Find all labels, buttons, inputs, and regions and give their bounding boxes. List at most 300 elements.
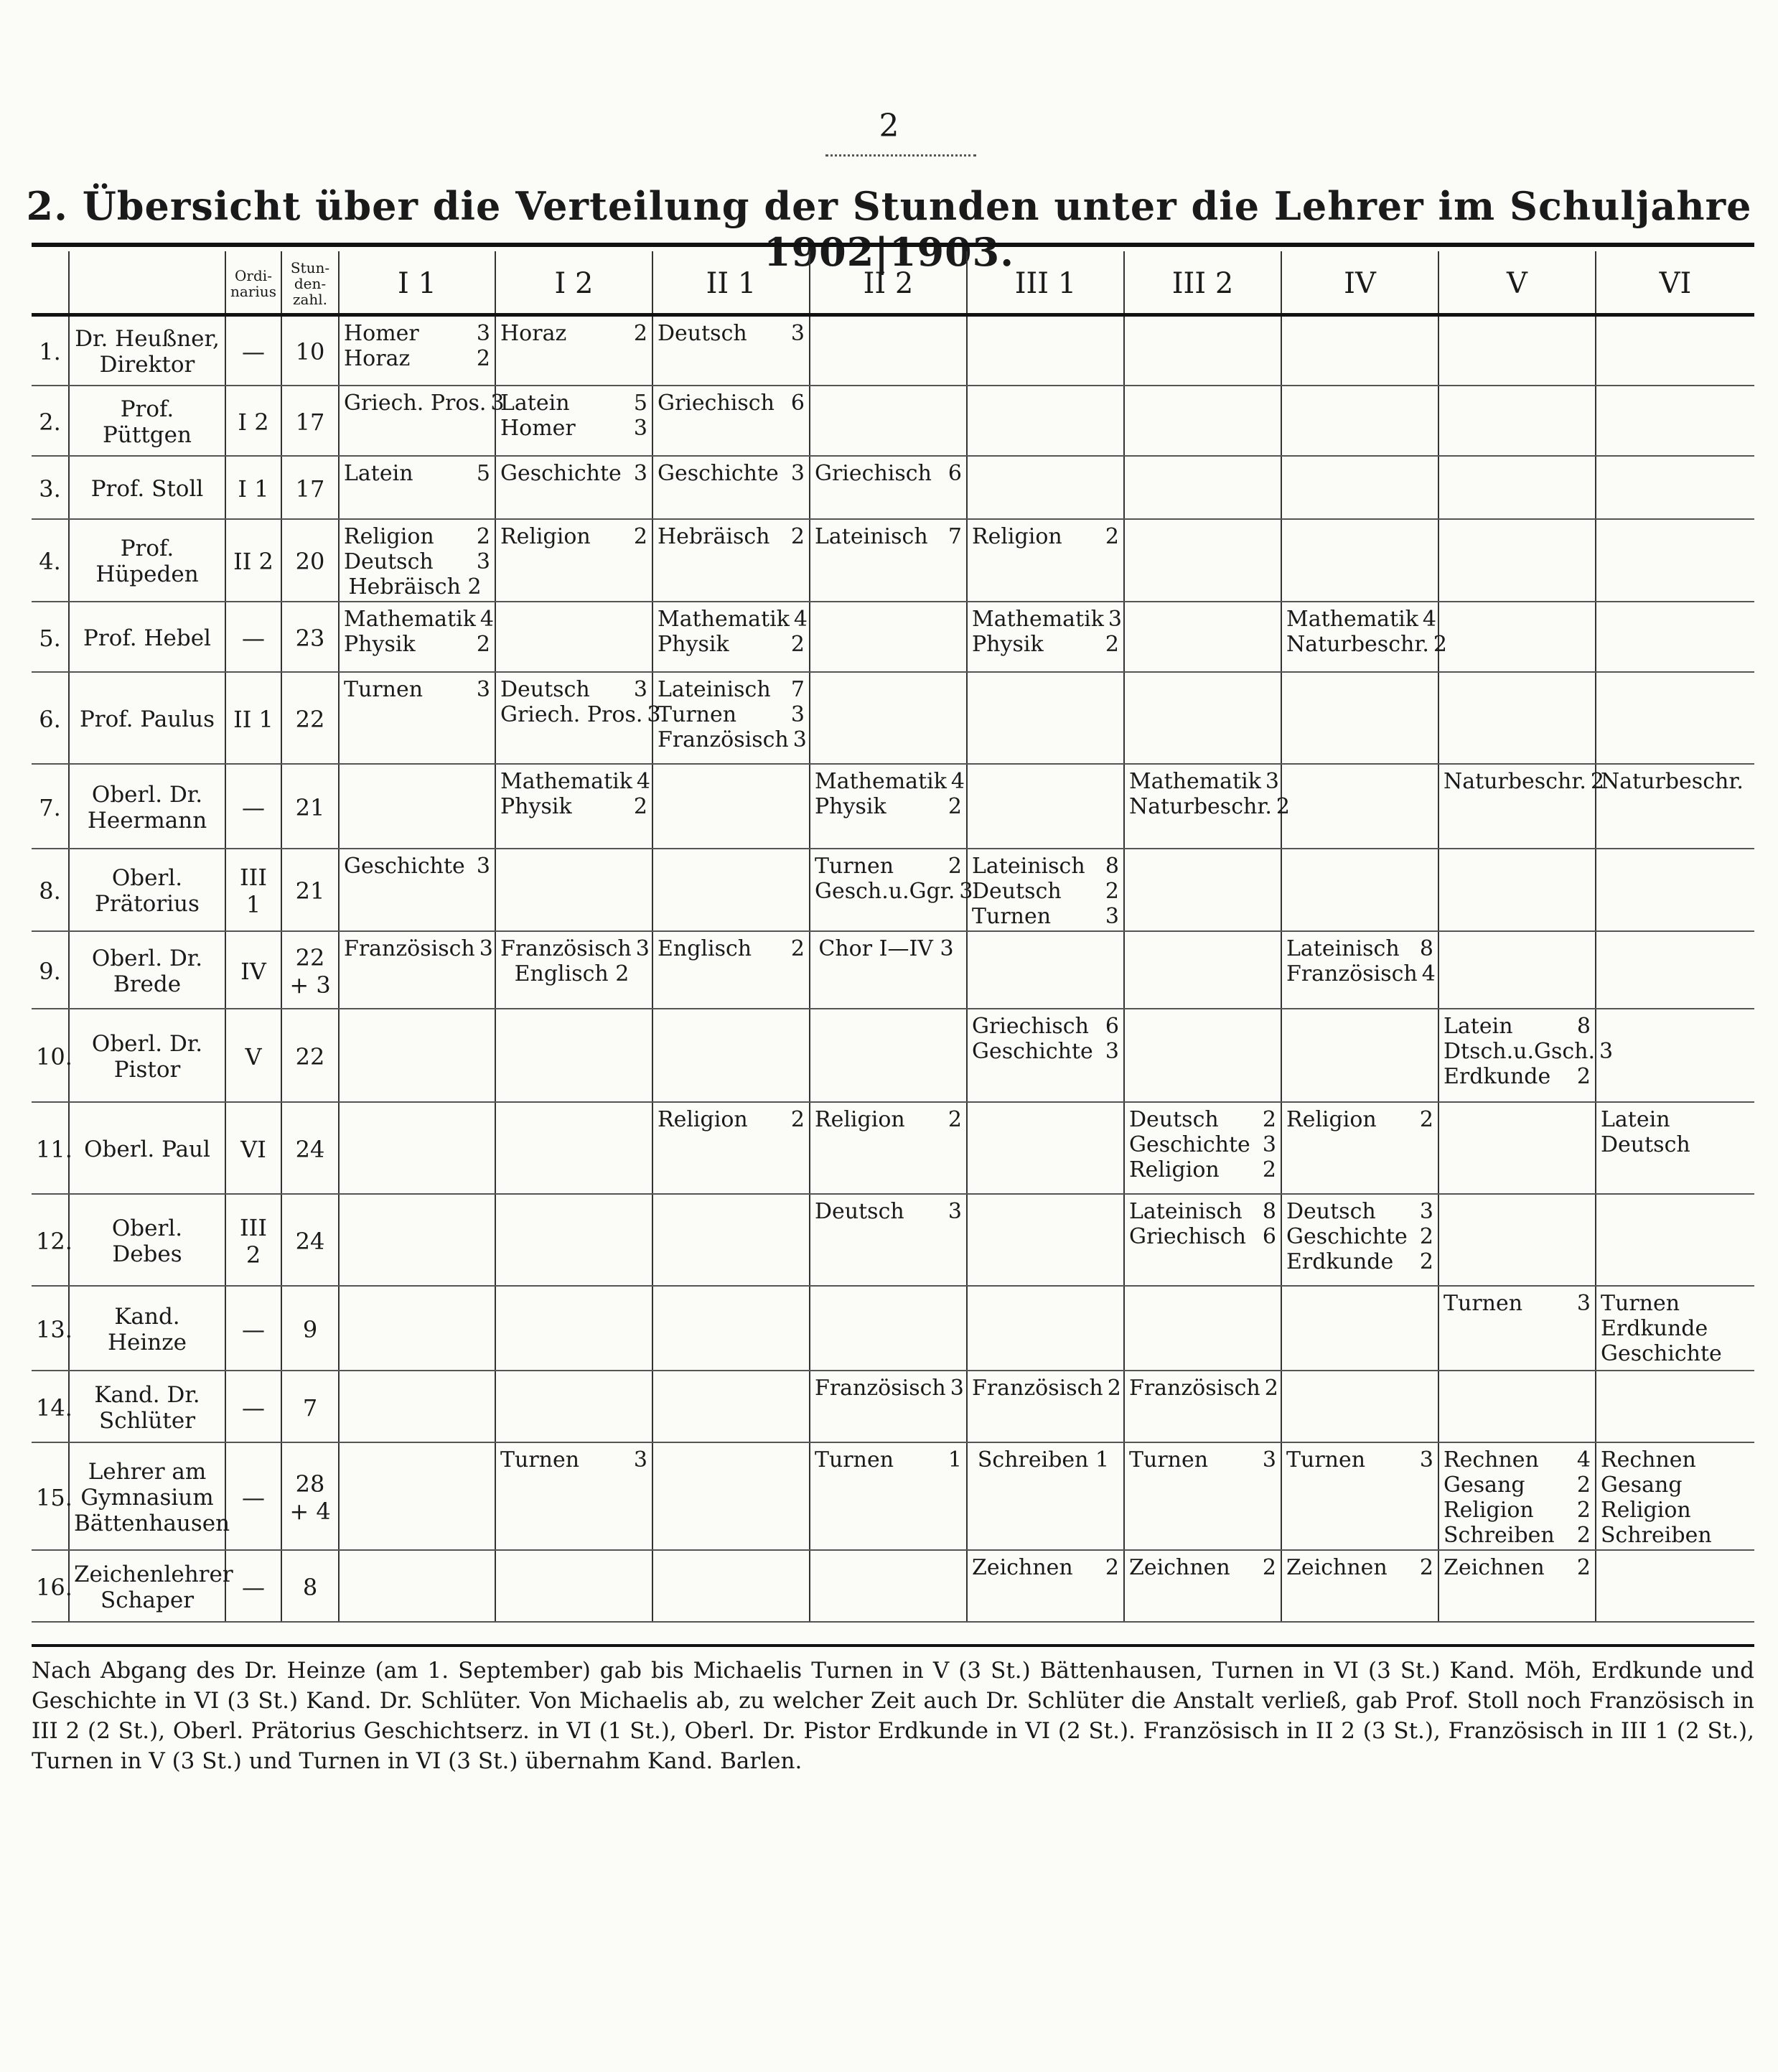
header-row [32, 251, 1754, 315]
subject-name: Lateinisch [658, 676, 771, 702]
subject-name: Mathematik [1286, 606, 1418, 632]
subject-hours: 3 [1599, 1038, 1614, 1064]
table-row [32, 456, 1754, 519]
subject-name: Französisch [1286, 961, 1418, 986]
subject-hours: 8 [1576, 1013, 1591, 1039]
row-number: 6. [32, 672, 69, 764]
ordinarius: II 2 [225, 519, 281, 602]
subject-entry [658, 1107, 805, 1132]
subject-hours: 3 [490, 390, 505, 416]
subject-entry [815, 768, 965, 794]
subject-cell [810, 1550, 967, 1622]
subject-entry [658, 606, 808, 632]
subject-cell [495, 1194, 652, 1286]
row-number: 14. [32, 1371, 69, 1442]
subject-entry [1444, 1555, 1591, 1580]
subject-name: Zeichnen [1129, 1554, 1230, 1580]
row-number: 5. [32, 602, 69, 672]
subject-cell [1281, 764, 1438, 849]
subject-name: Gesang [1444, 1472, 1525, 1498]
subject-cell [339, 602, 495, 672]
subject-hours: 2 [790, 1106, 805, 1132]
subject-cell [1438, 1009, 1614, 1102]
subject-entry [815, 524, 962, 549]
subject-hours: 2 [633, 793, 647, 819]
subject-cell [1596, 1102, 1754, 1194]
subject-cell [1124, 602, 1281, 672]
subject-entry [1129, 1132, 1276, 1157]
subject-entry [972, 524, 1119, 549]
subject-hours: 2 [1576, 1497, 1591, 1523]
teacher-name: Oberl. Dr. Brede [69, 931, 225, 1009]
subject-cell [810, 849, 973, 931]
subject-entry [500, 677, 647, 702]
subject-cell [1281, 931, 1438, 1009]
subject-name: Turnen [1444, 1290, 1523, 1316]
subject-name: Erdkunde [1444, 1063, 1551, 1089]
subject-cell [1281, 386, 1438, 456]
subject-cell [339, 849, 495, 931]
subject-cell [495, 602, 652, 672]
teacher-name: Kand. Heinze [69, 1286, 225, 1371]
teacher-name: Oberl. Dr. Pistor [69, 1009, 225, 1102]
subject-hours: 3 [635, 935, 650, 961]
subject-cell [967, 1442, 1124, 1550]
subject-entry [344, 606, 494, 632]
subject-entry [344, 854, 490, 879]
subject-entry [1601, 1498, 1750, 1523]
row-number: 15. [32, 1442, 69, 1550]
subject-entry [815, 854, 962, 879]
subject-cell [967, 1102, 1124, 1194]
subject-entry [1129, 1199, 1276, 1224]
subject-name: Geschichte [1286, 1223, 1408, 1249]
subject-hours: 2 [790, 631, 805, 657]
teacher-name: Prof. Hüpeden [69, 519, 225, 602]
subject-name: Französisch [815, 1375, 946, 1401]
subject-cell [1438, 672, 1596, 764]
subject-cell [1596, 602, 1754, 672]
subject-name: Zeichnen [1444, 1554, 1545, 1580]
subject-name: Schreiben [1444, 1522, 1555, 1548]
subject-entry [1601, 1341, 1750, 1366]
subject-cell [339, 456, 495, 519]
subject-cell [810, 931, 967, 1009]
subject-name: Lateinisch [1129, 1198, 1243, 1224]
teacher-name: Prof. Stoll [69, 456, 225, 519]
hours-total: 20 [281, 519, 339, 602]
top-rule [32, 243, 1754, 247]
subject-cell [1438, 456, 1596, 519]
subject-entry [344, 549, 490, 574]
subject-hours: 2 [1576, 1554, 1591, 1580]
subject-cell [1281, 456, 1438, 519]
subject-cell [1281, 519, 1438, 602]
subject-name: Mathematik [972, 606, 1104, 632]
subject-name: Religion [1129, 1157, 1220, 1182]
subject-cell [967, 764, 1124, 849]
subject-cell [1124, 456, 1281, 519]
row-number: 4. [32, 519, 69, 602]
subject-entry [972, 606, 1122, 632]
subject-entry [1601, 1523, 1750, 1548]
subject-cell [810, 764, 967, 849]
subject-name: Religion [658, 1106, 748, 1132]
subject-entry [1286, 1249, 1433, 1274]
hours-total: 17 [281, 456, 339, 519]
table-row [32, 386, 1754, 456]
subject-cell [495, 1286, 652, 1371]
subject-entry [344, 390, 505, 416]
subject-entry [1444, 1064, 1591, 1089]
subject-entry [500, 701, 661, 727]
subject-hours: 2 [1419, 1554, 1433, 1580]
subject-name: Mathematik [815, 768, 947, 794]
subject-cell [1124, 1371, 1281, 1442]
subject-name: Turnen [1286, 1447, 1366, 1473]
subject-entry [344, 321, 490, 346]
subject-name: Lateinisch [815, 523, 928, 549]
subject-hours: 2 [790, 935, 805, 961]
subject-hours: 4 [950, 768, 965, 794]
subject-entry [1129, 793, 1291, 819]
subject-entry [1444, 1291, 1591, 1316]
header-stundenzahl: Stun-den-zahl. [281, 251, 339, 315]
subject-cell [652, 1286, 810, 1371]
subject-entry [1601, 1447, 1750, 1473]
teacher-name: Lehrer am Gymnasium Bättenhausen [69, 1442, 225, 1550]
subject-name: Schreiben 1 [977, 1447, 1110, 1473]
subject-cell [1124, 386, 1281, 456]
subject-cell [1438, 849, 1596, 931]
subject-cell [810, 1102, 967, 1194]
subject-name: Französisch [344, 935, 475, 961]
subject-hours: 3 [1576, 1290, 1591, 1316]
page-number: 2 [879, 108, 899, 144]
subject-cell [1596, 764, 1754, 849]
subject-cell [1596, 1194, 1754, 1286]
subject-name: Naturbeschr. [1601, 768, 1744, 794]
subject-entry [1286, 606, 1436, 632]
subject-name: Zeichnen [972, 1554, 1073, 1580]
subject-cell [1596, 1009, 1754, 1102]
hours-total: 23 [281, 602, 339, 672]
row-number: 13. [32, 1286, 69, 1371]
subject-hours: 3 [1105, 1038, 1119, 1064]
subject-name: Deutsch [1129, 1106, 1219, 1132]
subject-name: Horaz [500, 321, 567, 346]
subject-hours: 2 [476, 631, 490, 657]
subject-hours: 2 [633, 321, 647, 346]
subject-hours: 2 [1590, 768, 1605, 794]
subject-entry [1286, 1447, 1433, 1473]
hours-total: 8 [281, 1550, 339, 1622]
teacher-name: Oberl. Dr. Heermann [69, 764, 225, 849]
subject-entry [658, 632, 805, 657]
subject-name: Griechisch [1129, 1223, 1246, 1249]
subject-cell [967, 849, 1124, 931]
subject-hours: 2 [1419, 1249, 1433, 1274]
header-num [32, 251, 69, 315]
subject-entry [815, 794, 962, 819]
ordinarius: V [225, 1009, 281, 1102]
subject-entry [1286, 936, 1433, 961]
row-number: 7. [32, 764, 69, 849]
subject-name: Turnen [972, 903, 1052, 929]
subject-cell [1124, 1442, 1281, 1550]
subject-cell [967, 602, 1124, 672]
subject-entry [815, 1199, 962, 1224]
subject-cell [967, 1009, 1124, 1102]
subject-cell [339, 1550, 495, 1622]
subject-entry [500, 524, 647, 549]
subject-entry [972, 1555, 1119, 1580]
hours-total: 7 [281, 1371, 339, 1442]
subject-name: Religion [972, 523, 1062, 549]
subject-cell [1281, 1286, 1438, 1371]
header-class: V [1438, 251, 1596, 315]
subject-entry [1444, 1473, 1591, 1498]
subject-name: Englisch [658, 935, 752, 961]
subject-hours: 2 [1262, 1554, 1276, 1580]
subject-cell [967, 1194, 1124, 1286]
subject-entry [815, 936, 962, 961]
footnote: Nach Abgang des Dr. Heinze (am 1. September) gab bis Michaelis Turnen in V (3 St.) Bättenhausen, Turnen in VI (3 St.) Kand. Möh, Erdkunde und Geschichte in VI (3 St.) Kand. Dr. Schlüter. Von Michaelis ab, zu welcher Zeit auch Dr. Schlüter die Anstalt verließ, gab Prof. Stoll noch Französisch in III 2 (2 St.), Oberl. Prätorius Geschichtserz. in VI (1 St.), Oberl. Dr. Pistor Erdkunde in VI (2 St.). Französisch in II 2 (3 St.), Französisch in III 1 (2 St.), Turnen in V (3 St.) und Turnen in VI (3 St.) übernahm Kand. Barlen. [32, 1658, 1754, 1774]
subject-name: Französisch [1129, 1375, 1260, 1401]
subject-cell [1438, 1442, 1596, 1550]
subject-entry [972, 632, 1119, 657]
subject-name: Geschichte [500, 460, 622, 486]
subject-name: Deutsch [1601, 1131, 1690, 1157]
subject-name: Deutsch [815, 1198, 904, 1224]
subject-hours: 5 [476, 460, 490, 486]
subject-entry [1129, 1107, 1276, 1132]
header-class: III 2 [1124, 251, 1281, 315]
subject-name: Chor I—IV 3 [818, 935, 954, 961]
header-class: II 2 [810, 251, 967, 315]
subject-cell [810, 315, 967, 386]
subject-hours: 3 [476, 321, 490, 346]
hours-total: 28 + 4 [281, 1442, 339, 1550]
subject-name: Geschichte [972, 1038, 1093, 1064]
subject-cell [652, 849, 810, 931]
subject-entry [972, 1039, 1119, 1064]
subject-hours: 3 [633, 415, 647, 441]
table-row [32, 672, 1754, 764]
header-class: I 1 [339, 251, 495, 315]
subject-cell [652, 764, 810, 849]
teacher-hours-table [32, 251, 1754, 1623]
subject-hours: 2 [1576, 1063, 1591, 1089]
subject-name: Deutsch [344, 549, 434, 574]
subject-entry [1286, 1555, 1433, 1580]
subject-entry [500, 1447, 647, 1473]
subject-name: Religion [500, 523, 591, 549]
subject-hours: 3 [1265, 768, 1279, 794]
subject-name: Erdkunde [1286, 1249, 1394, 1274]
hours-total: 21 [281, 849, 339, 931]
ordinarius: — [225, 1286, 281, 1371]
subject-hours: 2 [948, 1106, 962, 1132]
table-row [32, 849, 1754, 931]
subject-entry [1286, 961, 1436, 986]
subject-hours: 3 [1105, 903, 1119, 929]
subject-cell [652, 602, 810, 672]
subject-entry [1444, 768, 1605, 794]
subject-hours: 4 [636, 768, 650, 794]
subject-hours: 1 [948, 1447, 962, 1473]
subject-name: Turnen [815, 853, 894, 879]
subject-cell [1438, 1286, 1596, 1371]
subject-cell [1124, 764, 1291, 849]
subject-name: Zeichnen [1286, 1554, 1388, 1580]
subject-name: Turnen [815, 1447, 894, 1473]
subject-cell [339, 764, 495, 849]
subject-entry [500, 794, 647, 819]
subject-cell [1596, 672, 1754, 764]
subject-cell [652, 931, 810, 1009]
subject-hours: 3 [959, 878, 973, 904]
subject-name: Französisch [658, 727, 789, 752]
subject-hours: 2 [790, 523, 805, 549]
teacher-name: Oberl. Paul [69, 1102, 225, 1194]
table-row [32, 1286, 1754, 1371]
subject-entry [1286, 1224, 1433, 1249]
subject-hours: 2 [633, 523, 647, 549]
subject-cell [1281, 1371, 1438, 1442]
subject-name: Geschichte [1601, 1340, 1722, 1366]
subject-hours: 4 [1422, 606, 1436, 632]
subject-cell [1438, 386, 1596, 456]
ornament-rule [825, 147, 976, 157]
subject-cell [1438, 1550, 1596, 1622]
subject-name: Hebräisch 2 [348, 574, 482, 599]
subject-entry [344, 524, 490, 549]
subject-hours: 3 [647, 701, 661, 727]
bottom-rule [32, 1644, 1754, 1647]
subject-name: Physik [815, 793, 886, 819]
subject-name: Mathematik [1129, 768, 1261, 794]
row-number: 11. [32, 1102, 69, 1194]
subject-name: Griechisch [972, 1013, 1089, 1039]
header-class: VI [1596, 251, 1754, 315]
row-number: 12. [32, 1194, 69, 1286]
subject-name: Griechisch [815, 460, 932, 486]
table-row [32, 1442, 1754, 1550]
subject-cell [967, 456, 1124, 519]
subject-name: Turnen [500, 1447, 580, 1473]
ordinarius: — [225, 1550, 281, 1622]
subject-hours: 2 [1264, 1375, 1278, 1401]
subject-cell [1596, 1286, 1754, 1371]
row-number: 9. [32, 931, 69, 1009]
ordinarius: I 1 [225, 456, 281, 519]
row-number: 16. [32, 1550, 69, 1622]
subject-hours: 4 [479, 606, 494, 632]
subject-cell [1281, 1442, 1438, 1550]
subject-cell [339, 931, 495, 1009]
subject-cell [652, 1009, 810, 1102]
header-class: I 2 [495, 251, 652, 315]
subject-entry [972, 904, 1119, 929]
subject-hours: 3 [633, 1447, 647, 1473]
subject-cell [1124, 931, 1281, 1009]
subject-cell [495, 1550, 652, 1622]
subject-cell [1281, 1009, 1438, 1102]
table-row [32, 519, 1754, 602]
teacher-name: Dr. Heußner, Direktor [69, 315, 225, 386]
subject-name: Mathematik [344, 606, 476, 632]
hours-total: 22 [281, 672, 339, 764]
subject-entry [1601, 1316, 1750, 1341]
subject-name: Deutsch [658, 321, 747, 346]
subject-cell [339, 386, 505, 456]
subject-entry [1444, 1498, 1591, 1523]
subject-entry [500, 461, 647, 486]
row-number: 1. [32, 315, 69, 386]
subject-cell [810, 1009, 967, 1102]
subject-cell [967, 386, 1124, 456]
subject-cell [1596, 1371, 1754, 1442]
subject-cell [495, 849, 652, 931]
subject-cell [1438, 931, 1596, 1009]
header-class: III 1 [967, 251, 1124, 315]
subject-cell [652, 386, 810, 456]
table-row [32, 1371, 1754, 1442]
subject-name: Mathematik [658, 606, 790, 632]
subject-cell [652, 315, 810, 386]
subject-cell [495, 764, 652, 849]
subject-hours: 8 [1262, 1198, 1276, 1224]
subject-name: Französisch [972, 1375, 1103, 1401]
subject-hours: 3 [476, 676, 490, 702]
subject-hours: 3 [1262, 1447, 1276, 1473]
teacher-name: Prof. Püttgen [69, 386, 225, 456]
subject-name: Geschichte [344, 853, 465, 879]
subject-cell [1281, 672, 1438, 764]
subject-cell [810, 1194, 967, 1286]
hours-total: 17 [281, 386, 339, 456]
subject-cell [652, 456, 810, 519]
subject-hours: 3 [950, 1375, 964, 1401]
subject-entry [1444, 1523, 1591, 1548]
subject-cell [810, 602, 967, 672]
row-number: 10. [32, 1009, 69, 1102]
subject-cell [1438, 1371, 1596, 1442]
subject-cell [652, 519, 810, 602]
ordinarius: — [225, 764, 281, 849]
subject-hours: 3 [790, 460, 805, 486]
subject-entry [1601, 769, 1750, 794]
subject-cell [1281, 1194, 1438, 1286]
ordinarius: VI [225, 1102, 281, 1194]
subject-name: Horaz [344, 346, 411, 371]
subject-name: Turnen [658, 701, 737, 727]
subject-entry [1129, 1447, 1276, 1473]
subject-name: Religion [1601, 1497, 1691, 1523]
table-row [32, 764, 1754, 849]
subject-hours: 2 [1433, 631, 1448, 657]
subject-name: Physik [972, 631, 1044, 657]
hours-total: 22 + 3 [281, 931, 339, 1009]
table-row [32, 1102, 1754, 1194]
subject-cell [339, 315, 495, 386]
subject-cell [1281, 1550, 1438, 1622]
subject-entry [1286, 631, 1448, 657]
subject-cell [1596, 931, 1754, 1009]
subject-name: Latein [344, 460, 413, 486]
subject-cell [495, 672, 661, 764]
